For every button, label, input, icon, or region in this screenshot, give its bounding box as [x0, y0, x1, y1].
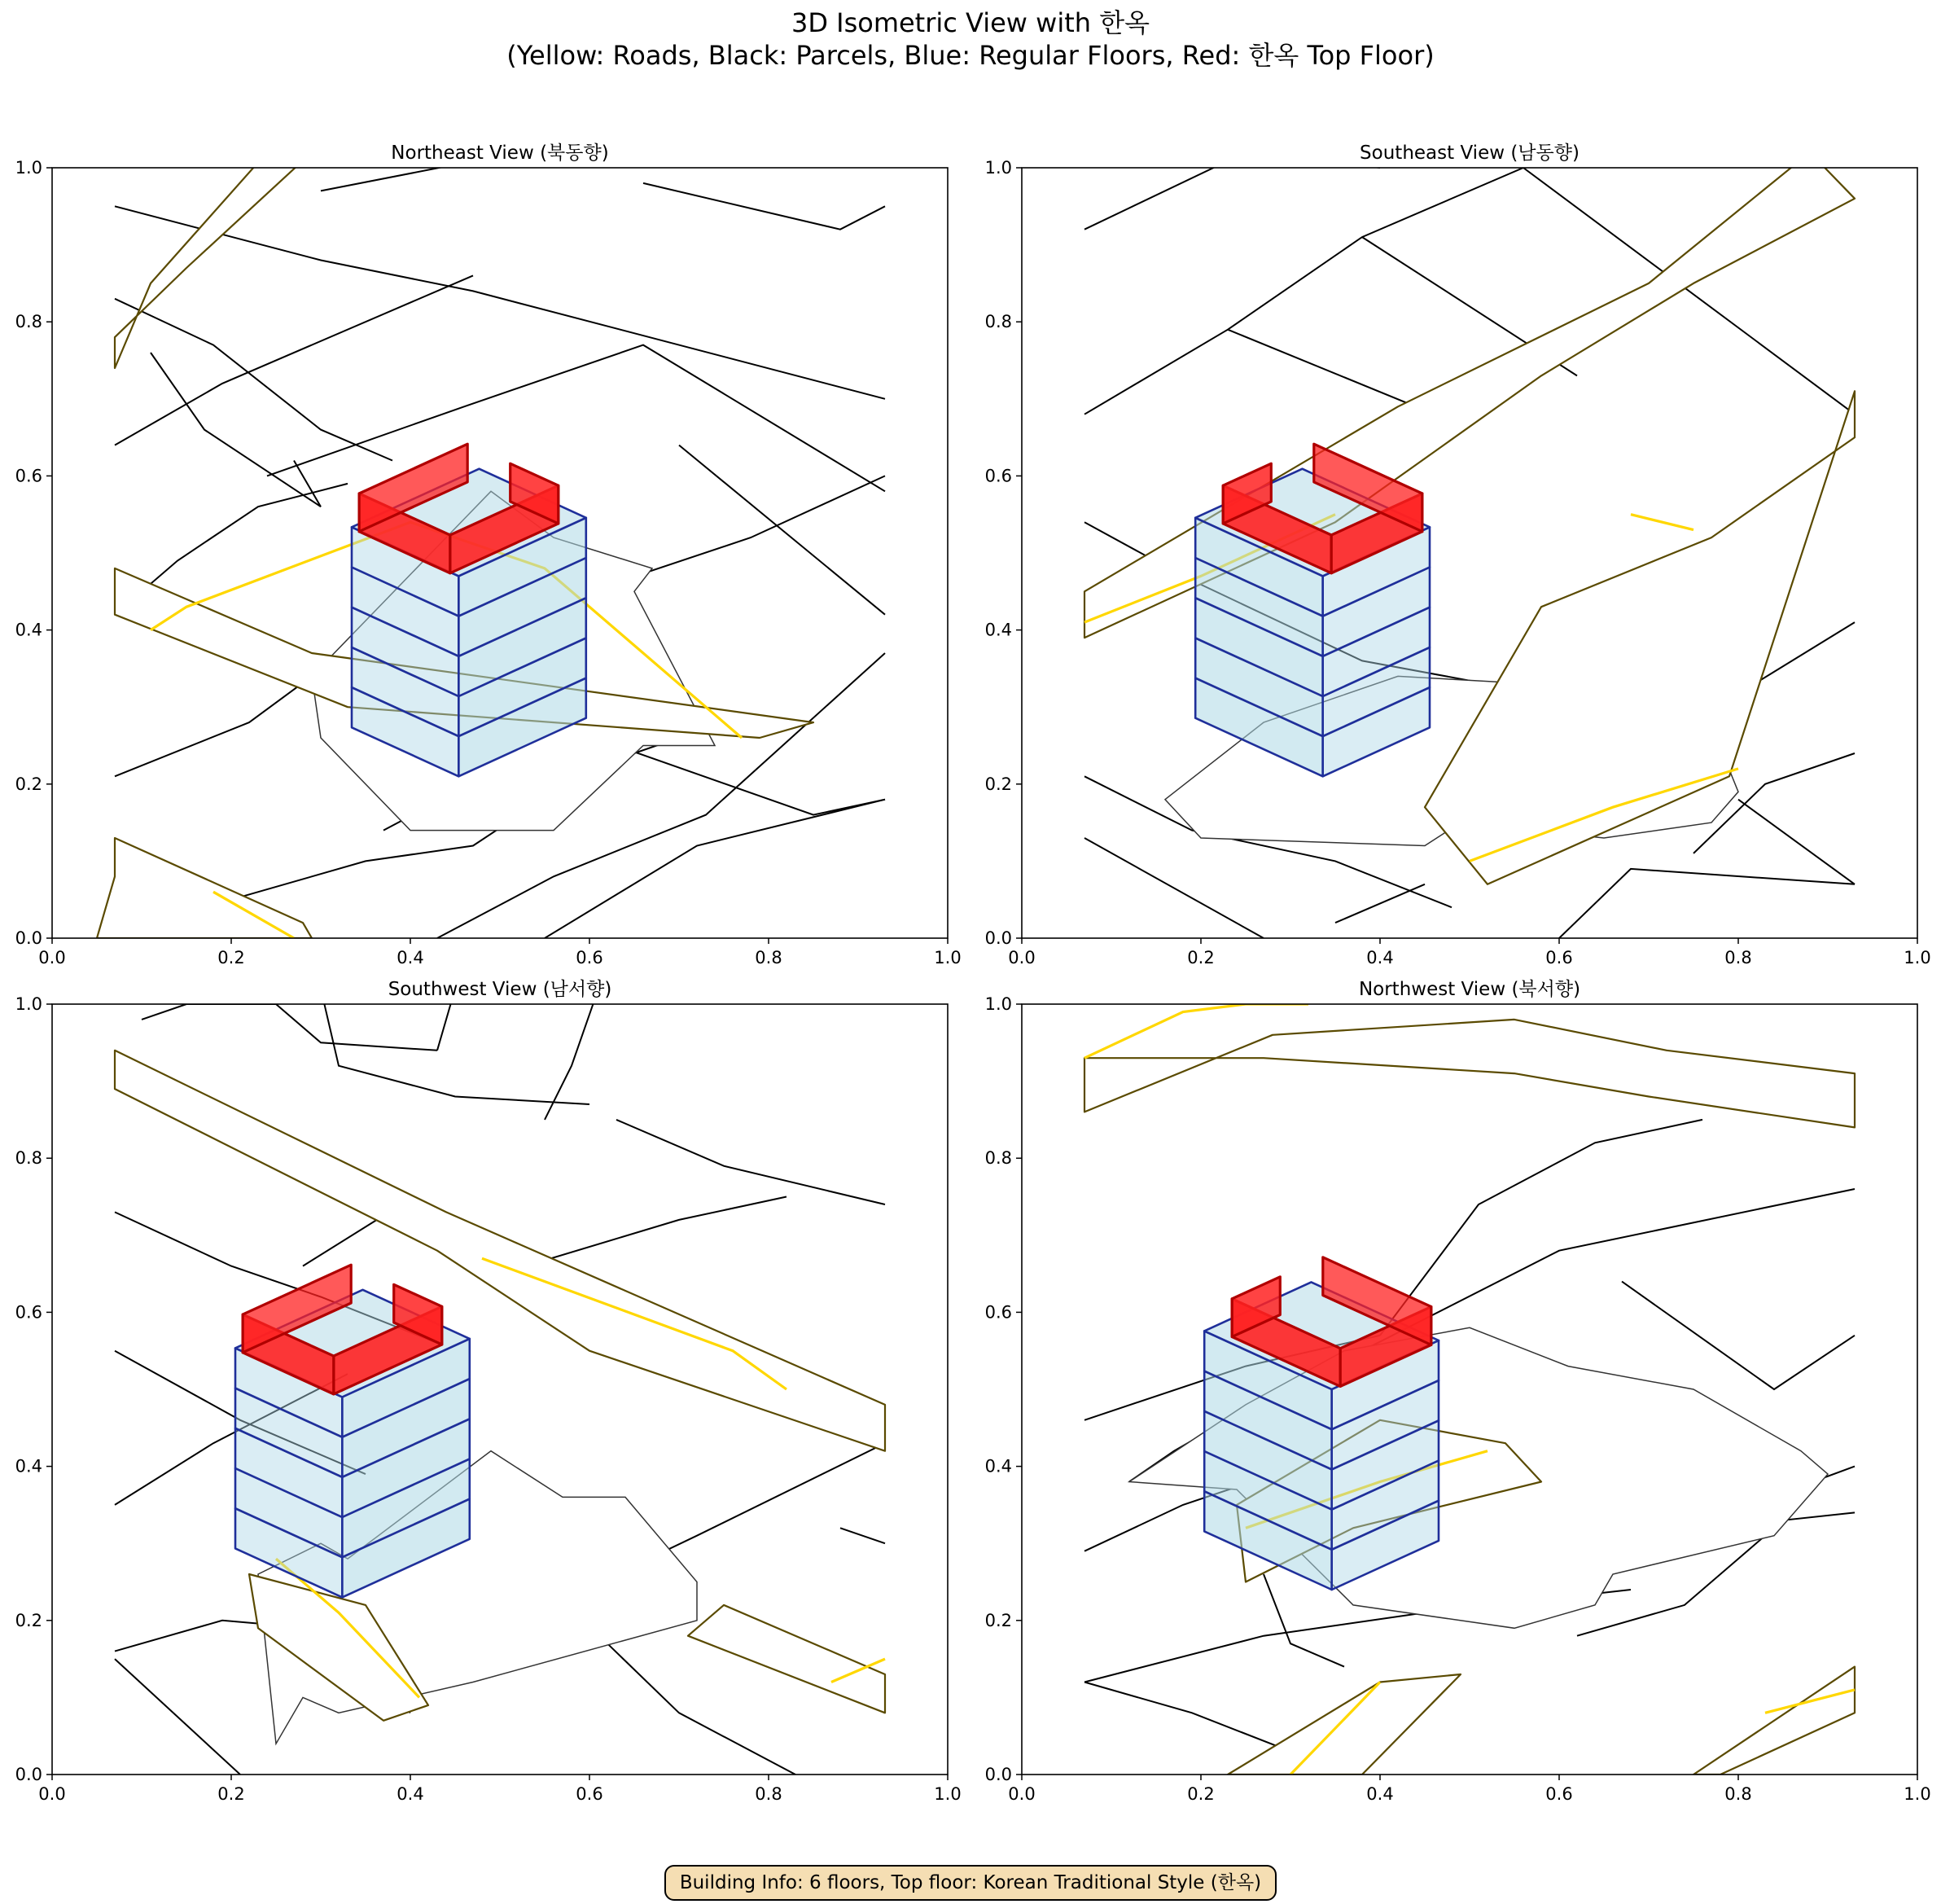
x-tick-label: 0.2	[217, 948, 245, 967]
parcel-boundary	[267, 345, 885, 492]
y-tick-label: 0.8	[15, 1148, 42, 1169]
x-tick-label: 0.8	[755, 948, 782, 967]
view-panel-1	[15, 143, 962, 967]
scene-plot-area	[1084, 152, 1855, 938]
y-tick-label: 1.0	[15, 158, 42, 178]
parcel-boundary	[115, 299, 392, 461]
figure-subtitle-legend: (Yellow: Roads, Black: Parcels, Blue: Regular Floors, Red: 한옥 Top Floor)	[506, 40, 1435, 71]
view-title: Northwest View (북서향)	[1358, 979, 1581, 1000]
scene-plot-area	[97, 152, 885, 938]
parcel-boundary	[1362, 1189, 1855, 1351]
parcel-boundary	[1380, 1120, 1702, 1336]
parcel-boundary	[1622, 1282, 1855, 1389]
scene-plot-area	[115, 989, 885, 1775]
x-tick-label: 0.0	[1008, 948, 1036, 967]
x-tick-label: 0.2	[1187, 1784, 1215, 1804]
y-tick-label: 0.4	[15, 1456, 42, 1476]
x-tick-label: 0.6	[1545, 948, 1573, 967]
parcel-boundary	[115, 1659, 240, 1775]
road-edge	[1693, 1667, 1855, 1775]
y-tick-label: 0.0	[984, 1765, 1012, 1784]
x-tick-label: 0.0	[38, 1784, 66, 1804]
x-tick-label: 0.0	[1008, 1784, 1036, 1804]
road-edge	[115, 152, 312, 368]
parcel-boundary	[1084, 838, 1264, 938]
y-tick-label: 0.6	[984, 1302, 1012, 1323]
parcel-boundary	[616, 1120, 885, 1204]
view-panel-3	[15, 979, 962, 1804]
road-edge	[115, 1051, 885, 1451]
road-edge	[1228, 1674, 1461, 1775]
y-tick-label: 0.2	[15, 1610, 42, 1630]
road-edge	[1084, 1020, 1855, 1128]
x-tick-label: 0.6	[576, 948, 603, 967]
y-tick-label: 0.2	[984, 774, 1012, 794]
y-tick-label: 0.2	[984, 1610, 1012, 1630]
parcel-boundary	[321, 989, 589, 1104]
y-tick-label: 0.4	[984, 620, 1012, 640]
road-centerline	[1631, 515, 1693, 530]
x-tick-label: 0.8	[1724, 1784, 1752, 1804]
parcel-boundary	[1738, 800, 1855, 884]
parcel-boundary	[1084, 1682, 1290, 1752]
x-tick-label: 1.0	[934, 1784, 962, 1804]
parcel-boundary	[840, 1528, 885, 1543]
y-tick-label: 0.8	[15, 312, 42, 332]
y-tick-label: 0.6	[15, 1302, 42, 1323]
x-tick-label: 0.0	[38, 948, 66, 967]
view-title: Southwest View (남서향)	[388, 979, 612, 1000]
view-title: Northeast View (북동향)	[391, 143, 609, 164]
road-edge	[1425, 391, 1855, 884]
x-tick-label: 0.6	[576, 1784, 603, 1804]
parcel-boundary	[142, 1004, 437, 1051]
parcel-boundary	[151, 353, 321, 507]
x-tick-label: 0.2	[217, 1784, 245, 1804]
road-edge	[688, 1605, 885, 1713]
y-tick-label: 0.4	[15, 620, 42, 640]
y-tick-label: 0.8	[984, 312, 1012, 332]
scene-plot-area	[1084, 1004, 1855, 1775]
x-tick-label: 1.0	[1904, 1784, 1931, 1804]
parcel-boundary	[545, 800, 885, 938]
y-tick-label: 1.0	[984, 158, 1012, 178]
parcel-boundary	[643, 183, 885, 230]
x-tick-label: 0.4	[397, 1784, 424, 1804]
y-tick-label: 0.0	[984, 928, 1012, 948]
x-tick-label: 0.4	[1366, 948, 1394, 967]
view-title: Southeast View (남동향)	[1360, 143, 1580, 164]
y-tick-label: 0.8	[984, 1148, 1012, 1169]
x-tick-label: 0.4	[1366, 1784, 1394, 1804]
x-tick-label: 0.8	[1724, 948, 1752, 967]
y-tick-label: 0.6	[984, 466, 1012, 486]
y-tick-label: 0.6	[15, 466, 42, 486]
x-tick-label: 1.0	[934, 948, 962, 967]
x-tick-label: 0.8	[755, 1784, 782, 1804]
parcel-boundary	[1559, 869, 1855, 938]
y-tick-label: 1.0	[15, 994, 42, 1014]
building-info-box: Building Info: 6 floors, Top floor: Korean Traditional Style (한옥)	[664, 1865, 1277, 1901]
parcel-boundary	[115, 275, 473, 445]
view-panel-4	[985, 979, 1931, 1804]
parcel-boundary	[115, 206, 885, 398]
x-tick-label: 0.2	[1187, 948, 1215, 967]
y-tick-label: 0.0	[15, 928, 42, 948]
view-panel-2	[985, 143, 1931, 967]
y-tick-label: 0.0	[15, 1765, 42, 1784]
parcel-boundary	[1228, 330, 1416, 407]
figure-title: 3D Isometric View with 한옥	[791, 7, 1150, 38]
x-tick-label: 0.4	[397, 948, 424, 967]
parcel-boundary	[1335, 884, 1425, 923]
y-tick-label: 1.0	[984, 994, 1012, 1014]
road-edge	[97, 838, 312, 938]
x-tick-label: 1.0	[1904, 948, 1931, 967]
y-tick-label: 0.2	[15, 774, 42, 794]
parcel-boundary	[1084, 152, 1380, 230]
parcel-boundary	[545, 989, 598, 1120]
y-tick-label: 0.4	[984, 1456, 1012, 1476]
parcel-boundary	[679, 445, 885, 615]
x-tick-label: 0.6	[1545, 1784, 1573, 1804]
